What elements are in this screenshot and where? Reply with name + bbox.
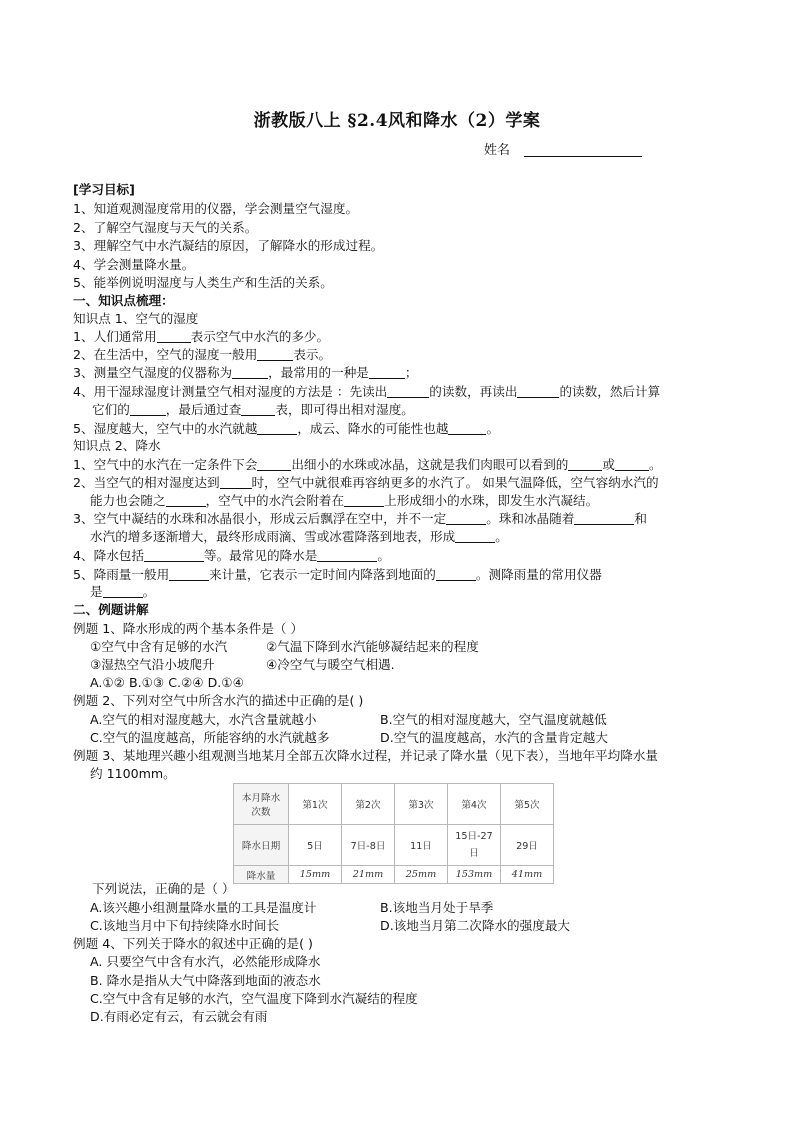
example3-choice: D.该地当月第二次降水的强度最大	[380, 918, 571, 933]
fill-blank[interactable]	[387, 385, 429, 398]
example1-option: ①空气中含有足够的水汽	[90, 639, 228, 654]
example2-question: 例题 2、下列对空气中所含水汽的描述中正确的是( )	[73, 693, 364, 708]
k2-item-4: 4、降水包括 等。最常见的降水是 。	[73, 548, 390, 563]
k1-item-2: 2、在生活中，空气的湿度一般用 表示。	[73, 347, 332, 362]
example1-question: 例题 1、降水形成的两个基本条件是（ ）	[73, 621, 304, 636]
fill-blank[interactable]	[369, 366, 405, 379]
example1-option: ②气温下降到水汽能够凝结起来的程度	[266, 639, 479, 654]
example1-choices: A.①② B.①③ C.②④ D.①④	[90, 675, 244, 690]
objective-item: 4、学会测量降水量。	[73, 257, 195, 272]
fill-blank[interactable]	[317, 549, 377, 562]
fill-blank[interactable]	[517, 385, 559, 398]
objectives-heading: [学习目标]	[73, 182, 135, 197]
fill-blank[interactable]	[130, 403, 166, 416]
objective-item: 1、知道观测湿度常用的仪器，学会测量空气湿度。	[73, 201, 359, 216]
fill-blank[interactable]	[574, 512, 634, 525]
objective-item: 3、理解空气中水汽凝结的原因，了解降水的形成过程。	[73, 238, 384, 253]
fill-blank[interactable]	[436, 568, 476, 581]
example3-choice: B.该地当月处于旱季	[380, 900, 494, 915]
fill-blank[interactable]	[169, 568, 209, 581]
example4-choice: D.有雨必定有云，有云就会有雨	[90, 1009, 268, 1024]
rainfall-table	[233, 783, 554, 884]
table-corner-cell: 本月降水 次数	[234, 784, 289, 825]
example1-option: ④冷空气与暖空气相遇.	[266, 657, 395, 672]
k1-item-1: 1、人们通常用 表示空气中水汽的多少。	[73, 329, 330, 344]
k1-title: 知识点 1、空气的湿度	[73, 311, 199, 326]
objective-item: 2、了解空气湿度与天气的关系。	[73, 220, 258, 235]
table-cell: 5日	[289, 825, 342, 866]
table-col-header: 第5次	[501, 784, 554, 825]
k2-item-2: 2、当空气的相对湿度达到 时，空气中就很难再容纳更多的水汽了。 如果气温降低，空气容纳水汽的	[73, 475, 659, 490]
example3-question: 例题 3、某地理兴趣小组观测当地某月全部五次降水过程，并记录了降水量（见下表），当地年平均降水量	[73, 748, 659, 763]
fill-blank[interactable]	[144, 549, 204, 562]
table-cell: 25mm	[395, 866, 448, 884]
example3-prompt: 下列说法，正确的是（ ）	[92, 881, 235, 896]
example4-choice: C.空气中含有足够的水汽，空气温度下降到水汽凝结的程度	[90, 991, 418, 1006]
example3-choice: A.该兴趣小组测量降水量的工具是温度计	[90, 900, 317, 915]
name-blank-line	[524, 142, 642, 157]
example3-choice: C.该地当月中下旬持续降水时间长	[90, 918, 280, 933]
name-field	[484, 139, 642, 158]
example2-choice: B.空气的相对湿度越大，空气温度就越低	[380, 712, 607, 727]
k2-item-1: 1、空气中的水汽在一定条件下会 出细小的水珠或冰晶，这就是我们肉眼可以看到的 或 。	[73, 457, 662, 472]
k2-item-5: 5、降雨量一般用 来计量，它表示一定时间内降落到地面的 。测降雨量的常用仪器	[73, 567, 602, 582]
k1-item-3: 3、测量空气湿度的仪器称为 ，最常用的一种是 ；	[73, 365, 418, 380]
table-row-header: 降水量	[234, 866, 289, 884]
fill-blank[interactable]	[103, 585, 143, 598]
table-row-header: 降水日期	[234, 825, 289, 866]
example3-question-cont: 约 1100mm。	[90, 766, 176, 781]
fill-blank[interactable]	[455, 530, 495, 543]
fill-blank[interactable]	[241, 403, 275, 416]
k2-item-2-cont: 能力也会随之 ，空气中的水汽会附着在 上形成细小的水珠，即发生水汽凝结。	[90, 493, 599, 508]
example4-choice: B. 降水是指从大气中降落到地面的液态水	[90, 973, 321, 988]
k2-title: 知识点 2、降水	[73, 438, 161, 453]
k1-item-5: 5、湿度越大，空气中的水汽就越 ，成云、降水的可能性也越 。	[73, 421, 500, 436]
example2-choice: C.空气的温度越高，所能容纳的水汽就越多	[90, 730, 330, 745]
table-cell: 15日-27日	[448, 825, 501, 866]
objective-item: 5、能举例说明湿度与人类生产和生活的关系。	[73, 275, 333, 290]
table-cell: 7日-8日	[342, 825, 395, 866]
k2-item-5-cont: 是 。	[90, 584, 156, 599]
fill-blank[interactable]	[166, 494, 206, 507]
k1-item-4: 4、用干湿球湿度计测量空气相对湿度的方法是 ：先读出 的读数，再读出 的读数，然后计算	[73, 384, 661, 399]
fill-blank[interactable]	[232, 366, 268, 379]
table-cell: 153mm	[448, 866, 501, 884]
k2-item-3: 3、空气中凝结的水珠和冰晶很小，形成云后飘浮在空中，并不一定 。珠和冰晶随着 和	[73, 511, 647, 526]
section2-heading: 二、例题讲解	[73, 602, 149, 617]
fill-blank[interactable]	[448, 422, 486, 435]
fill-blank[interactable]	[257, 422, 297, 435]
table-col-header: 第4次	[448, 784, 501, 825]
fill-blank[interactable]	[257, 458, 291, 471]
name-label: 姓名	[484, 143, 511, 158]
fill-blank[interactable]	[446, 512, 486, 525]
fill-blank[interactable]	[257, 348, 293, 361]
example1-option: ③湿热空气沿小坡爬升	[90, 657, 215, 672]
k2-item-3-cont: 水汽的增多逐渐增大，最终形成雨滴、雪或冰雹降落到地表，形成 。	[90, 529, 508, 544]
table-cell: 15mm	[289, 866, 342, 884]
table-cell: 11日	[395, 825, 448, 866]
table-col-header: 第1次	[289, 784, 342, 825]
table-col-header: 第2次	[342, 784, 395, 825]
section1-heading: 一、知识点梳理：	[73, 293, 174, 308]
table-cell: 41mm	[501, 866, 554, 884]
fill-blank[interactable]	[220, 476, 252, 489]
table-cell: 21mm	[342, 866, 395, 884]
example2-choice: D.空气的温度越高，水汽的含量肯定越大	[380, 730, 608, 745]
example4-question: 例题 4、下列关于降水的叙述中正确的是( )	[73, 936, 313, 951]
fill-blank[interactable]	[568, 458, 602, 471]
document-title: 浙教版八上 §2.4风和降水（2）学案	[253, 111, 541, 131]
k1-item-4-cont: 它们的 ，最后通过查 表，即可得出相对湿度。	[92, 402, 414, 417]
fill-blank[interactable]	[615, 458, 649, 471]
example4-choice: A. 只要空气中含有水汽，必然能形成降水	[90, 954, 321, 969]
fill-blank[interactable]	[157, 330, 191, 343]
table-col-header: 第3次	[395, 784, 448, 825]
fill-blank[interactable]	[344, 494, 384, 507]
example2-choice: A.空气的相对湿度越大，水汽含量就越小	[90, 712, 317, 727]
table-cell: 29日	[501, 825, 554, 866]
